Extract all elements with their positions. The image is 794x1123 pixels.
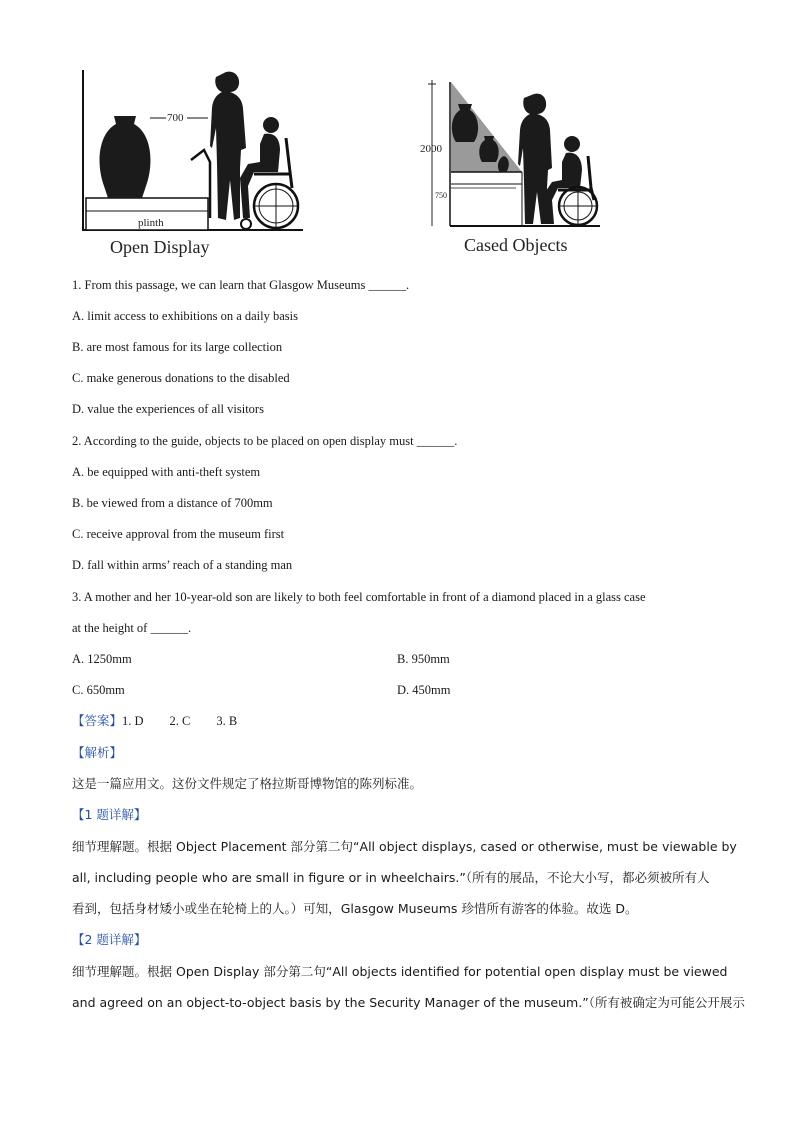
answer-1: 1. D	[122, 714, 144, 728]
q2-detail-line-2: and agreed on an object-to-object basis by the Security Manager of the museum.”（所有被确定为可能公开展示	[72, 995, 745, 1010]
analysis-label: 【解析】	[72, 745, 123, 760]
q1-detail-line-1: 细节理解题。根据 Object Placement 部分第二句“All object displays, cased or otherwise, must be viewable by	[72, 839, 737, 854]
plinth-label: plinth	[138, 217, 164, 229]
question-3-option-a: A. 1250mm	[72, 652, 132, 666]
question-1-option-c: C. make generous donations to the disabled	[72, 371, 290, 385]
question-3-stem-line-2: at the height of ______.	[72, 621, 192, 635]
open-display-figure	[78, 68, 308, 236]
q1-detail-line-2: all, including people who are small in figure or in wheelchairs.”（所有的展品，不论大小写，都必须被所有人	[72, 870, 710, 885]
question-1-option-d: D. value the experiences of all visitors	[72, 402, 264, 416]
question-1-stem: 1. From this passage, we can learn that Glasgow Museums ______.	[72, 278, 410, 292]
answer-label: 【答案】	[72, 713, 123, 728]
question-2-option-d: D. fall within arms’ reach of a standing man	[72, 558, 293, 572]
question-2-option-c: C. receive approval from the museum first	[72, 527, 285, 541]
question-1-option-a: A. limit access to exhibitions on a daily basis	[72, 309, 299, 323]
question-3-option-c: C. 650mm	[72, 683, 125, 697]
answer-3: 3. B	[216, 714, 238, 728]
cased-objects-figure	[418, 76, 604, 234]
answer-2: 2. C	[169, 714, 191, 728]
q2-detail-line-1: 细节理解题。根据 Open Display 部分第二句“All objects identified for potential open display must be viewed	[72, 964, 728, 979]
cased-objects-caption: Cased Objects	[464, 235, 568, 255]
answer-row	[72, 713, 237, 729]
height-700-label: 700	[167, 112, 184, 124]
height-750-label: 750	[435, 191, 447, 200]
standing-man-silhouette	[210, 72, 246, 220]
question-2-option-b: B. be viewed from a distance of 700mm	[72, 496, 273, 510]
analysis-intro: 这是一篇应用文。这份文件规定了格拉斯哥博物馆的陈列标准。	[72, 776, 423, 791]
question-1-option-b: B. are most famous for its large collection	[72, 340, 283, 354]
q2-detail-heading: 【2 题详解】	[72, 932, 147, 947]
question-3-stem-line-1: 3. A mother and her 10-year-old son are likely to both feel comfortable in front of a diamond placed in a glass case	[72, 590, 646, 604]
height-2000-label: 2000	[420, 143, 442, 155]
open-display-caption: Open Display	[110, 237, 210, 257]
question-3-option-b: B. 950mm	[397, 652, 450, 666]
q1-detail-heading: 【1 题详解】	[72, 807, 147, 822]
q1-detail-line-3: 看到，包括身材矮小或坐在轮椅上的人。）可知，Glasgow Museums 珍惜所有游客的体验。故选 D。	[72, 901, 638, 916]
vase-silhouette	[100, 116, 151, 198]
question-2-stem: 2. According to the guide, objects to be placed on open display must ______.	[72, 434, 458, 448]
question-2-option-a: A. be equipped with anti-theft system	[72, 465, 261, 479]
question-3-option-d: D. 450mm	[397, 683, 451, 697]
